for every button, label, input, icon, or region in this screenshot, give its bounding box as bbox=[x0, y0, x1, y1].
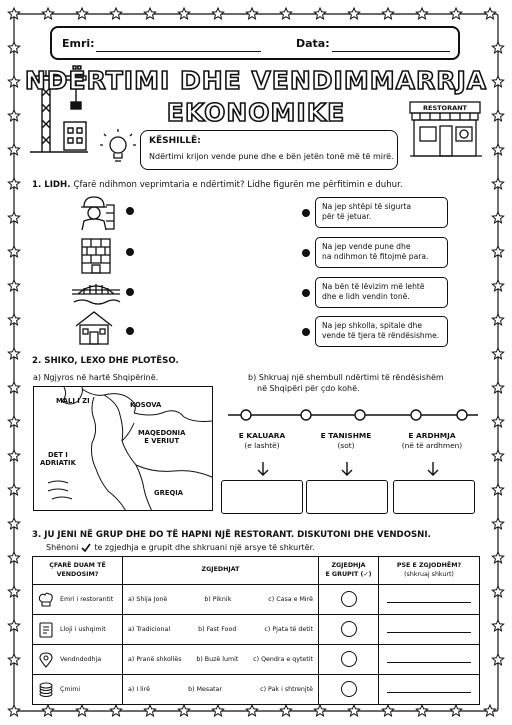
map-label-deti bbox=[40, 451, 76, 468]
name-label: Emri: bbox=[62, 37, 95, 50]
group-choice-circle[interactable] bbox=[341, 621, 357, 637]
match-dot-left-1[interactable] bbox=[126, 207, 134, 215]
col-header-group-1: ZGJEDHJA bbox=[331, 562, 366, 570]
restaurant-icon bbox=[408, 100, 484, 160]
definition-box-2 bbox=[315, 237, 448, 268]
star-decoration bbox=[484, 705, 495, 716]
star-decoration bbox=[8, 705, 19, 716]
match-dot-right-3[interactable] bbox=[302, 289, 310, 297]
row-label: Vendndodhja bbox=[60, 656, 102, 663]
timeline-answer-past[interactable] bbox=[221, 480, 303, 514]
group-choice-circle[interactable] bbox=[341, 681, 357, 697]
date-label: Data: bbox=[296, 37, 330, 50]
star-decoration bbox=[8, 518, 19, 529]
star-decoration bbox=[450, 705, 461, 716]
star-decoration bbox=[492, 42, 503, 53]
section3-instruction-a: Shënoni bbox=[46, 543, 79, 552]
section3-instruction-b: te zgjedhja e grupit dhe shkruani një arsye të shkurtër. bbox=[94, 543, 315, 552]
arrow-down-icon bbox=[257, 461, 269, 477]
star-decoration bbox=[8, 246, 19, 257]
star-decoration bbox=[212, 705, 223, 716]
table-row bbox=[33, 645, 480, 675]
name-date-box bbox=[50, 26, 460, 60]
definition-box-4 bbox=[315, 316, 448, 347]
definition-2-line2: na ndihmon të fitojmë para. bbox=[322, 252, 429, 262]
coins-icon bbox=[38, 682, 54, 698]
star-decoration bbox=[76, 8, 87, 19]
section2-part-a: a) Ngjyros në hartë Shqipërinë. bbox=[33, 373, 159, 382]
definition-3-line2: dhe e lidh vendin tonë. bbox=[322, 292, 410, 302]
section3-number: 3. bbox=[32, 530, 42, 540]
col-header-why bbox=[379, 557, 480, 585]
menu-icon bbox=[38, 622, 54, 638]
bridge-icon bbox=[70, 276, 122, 308]
timeline-present-label: E TANISHME bbox=[320, 431, 372, 440]
star-decoration bbox=[314, 8, 325, 19]
star-decoration bbox=[8, 178, 19, 189]
star-decoration bbox=[8, 620, 19, 631]
star-decoration bbox=[492, 620, 503, 631]
col-header-choices: ZGJEDHJAT bbox=[123, 557, 319, 585]
section2-label: SHIKO, LEXO DHE PLOTËSO. bbox=[44, 356, 179, 366]
star-decoration bbox=[8, 654, 19, 665]
chef-hat-icon bbox=[38, 592, 54, 608]
choice-b: b) Buzë lumit bbox=[196, 656, 239, 663]
definition-2-line1: Na jep vende pune dhe bbox=[322, 242, 411, 251]
col-header-group bbox=[319, 557, 379, 585]
star-decoration bbox=[212, 8, 223, 19]
section3-heading bbox=[32, 530, 431, 540]
location-pin-icon bbox=[38, 652, 54, 668]
star-decoration bbox=[42, 8, 53, 19]
timeline-present bbox=[306, 431, 386, 451]
choice-c: c) Pjata të detit bbox=[264, 626, 313, 633]
map-label-maqedonia bbox=[138, 429, 185, 446]
match-dot-left-2[interactable] bbox=[126, 248, 134, 256]
star-decoration bbox=[382, 8, 393, 19]
star-decoration bbox=[492, 178, 503, 189]
star-decoration bbox=[492, 246, 503, 257]
star-decoration bbox=[484, 8, 495, 19]
definition-box-3 bbox=[315, 277, 448, 308]
star-decoration bbox=[492, 348, 503, 359]
reason-line[interactable] bbox=[387, 662, 471, 663]
star-decoration bbox=[492, 382, 503, 393]
table-row bbox=[33, 615, 480, 645]
star-decoration bbox=[492, 144, 503, 155]
row-label: Lloji i ushqimit bbox=[60, 626, 106, 633]
star-decoration bbox=[492, 552, 503, 563]
star-decoration bbox=[8, 450, 19, 461]
definition-1-line1: Na jep shtëpi të sigurta bbox=[322, 202, 412, 211]
match-dot-left-4[interactable] bbox=[126, 327, 134, 335]
star-decoration bbox=[8, 8, 19, 19]
choice-a: a) Pranë shkollës bbox=[128, 656, 182, 663]
star-decoration bbox=[492, 416, 503, 427]
row-label: Emri i restorantit bbox=[60, 596, 114, 603]
star-decoration bbox=[178, 705, 189, 716]
star-decoration bbox=[348, 705, 359, 716]
reason-line[interactable] bbox=[387, 632, 471, 633]
definition-3-line1: Na bën të lëvizim më lehtë bbox=[322, 282, 425, 291]
star-decoration bbox=[280, 705, 291, 716]
map-label-deti-2: ADRIATIK bbox=[40, 459, 76, 468]
col-header-what: ÇFARË DUAM TË VENDOSIM? bbox=[33, 557, 123, 585]
timeline bbox=[226, 404, 482, 426]
group-choice-circle[interactable] bbox=[341, 591, 357, 607]
restaurant-sign: RESTORANT bbox=[423, 104, 467, 112]
table-header-row bbox=[33, 557, 480, 585]
map-label-deti-1: DET I bbox=[48, 451, 68, 459]
star-decoration bbox=[416, 705, 427, 716]
map-label-maqedonia-2: E VERIUT bbox=[144, 437, 180, 446]
map-label-maqedonia-1: MAQEDONIA bbox=[138, 429, 186, 437]
restaurant-decision-table bbox=[32, 556, 480, 705]
reason-line[interactable] bbox=[387, 602, 471, 603]
timeline-future-label: E ARDHMJA bbox=[408, 431, 456, 440]
star-decoration bbox=[416, 8, 427, 19]
timeline-answer-future[interactable] bbox=[393, 480, 475, 514]
choice-b: b) Fast Food bbox=[198, 626, 237, 633]
arrow-down-icon bbox=[341, 461, 353, 477]
reason-line[interactable] bbox=[387, 692, 471, 693]
tip-heading: KËSHILLË: bbox=[149, 136, 201, 146]
section3-label: JU JENI NË GRUP DHE DO TË HAPNI NJË RESTORANT. DISKUTONI DHE VENDOSNI. bbox=[44, 530, 431, 540]
timeline-answer-present[interactable] bbox=[306, 480, 388, 514]
star-decoration bbox=[8, 552, 19, 563]
timeline-past-sub: (e lashtë) bbox=[244, 440, 280, 450]
star-decoration bbox=[110, 8, 121, 19]
choice-a: a) Shija Jonë bbox=[128, 596, 168, 603]
star-decoration bbox=[110, 705, 121, 716]
timeline-future-sub: (në të ardhmen) bbox=[401, 440, 463, 450]
choice-a: a) I lirë bbox=[128, 686, 150, 693]
definition-4-line2: vende të tjera të rëndësishme. bbox=[322, 331, 440, 341]
match-dot-left-3[interactable] bbox=[126, 288, 134, 296]
star-decoration bbox=[280, 8, 291, 19]
star-decoration bbox=[76, 705, 87, 716]
choice-c: c) Qendra e qytetit bbox=[253, 656, 313, 663]
star-decoration bbox=[348, 8, 359, 19]
timeline-present-sub: (sot) bbox=[337, 440, 355, 450]
star-decoration bbox=[246, 8, 257, 19]
star-decoration bbox=[42, 705, 53, 716]
star-decoration bbox=[178, 8, 189, 19]
section1-instruction: Çfarë ndihmon veprimtaria e ndërtimit? Lidhe figurën me përfitimin e duhur. bbox=[73, 180, 403, 190]
timeline-future bbox=[392, 431, 472, 451]
building-icon bbox=[76, 235, 116, 275]
lightbulb-icon bbox=[100, 128, 136, 168]
choice-c: c) Pak i shtrenjtë bbox=[260, 686, 313, 693]
star-decoration bbox=[492, 654, 503, 665]
section2-number: 2. bbox=[32, 356, 42, 366]
star-decoration bbox=[492, 212, 503, 223]
section2-heading bbox=[32, 356, 179, 366]
star-decoration bbox=[8, 280, 19, 291]
checkmark-icon bbox=[81, 543, 91, 552]
map-label-greqia: GREQIA bbox=[154, 489, 184, 497]
section1-label: LIDH. bbox=[44, 180, 71, 190]
tip-box bbox=[140, 130, 398, 170]
map-outline bbox=[34, 387, 214, 512]
match-dot-right-4[interactable] bbox=[302, 328, 310, 336]
row-label: Çmimi bbox=[60, 686, 81, 693]
star-decoration bbox=[8, 586, 19, 597]
star-decoration bbox=[8, 314, 19, 325]
star-decoration bbox=[382, 705, 393, 716]
definition-4-line1: Na jep shkolla, spitale dhe bbox=[322, 321, 423, 330]
worksheet-title-line1: NDËRTIMI DHE VENDIMMARRJA bbox=[24, 66, 488, 95]
definition-1-line2: për të jetuar. bbox=[322, 212, 372, 222]
star-decoration bbox=[8, 348, 19, 359]
map-label-mali-i-zi: MALI I ZI bbox=[56, 397, 90, 405]
star-decoration bbox=[246, 705, 257, 716]
section2-part-b-line2: në Shqipëri për çdo kohë. bbox=[257, 384, 360, 393]
choice-a: a) Tradicional bbox=[128, 626, 171, 633]
star-decoration bbox=[492, 314, 503, 325]
definition-box-1 bbox=[315, 197, 448, 228]
col-header-why-2: (shkruaj shkurt) bbox=[404, 570, 454, 578]
section1-number: 1. bbox=[32, 180, 42, 190]
star-decoration bbox=[8, 416, 19, 427]
map-label-kosova: KOSOVA bbox=[130, 401, 162, 409]
star-decoration bbox=[492, 450, 503, 461]
star-decoration bbox=[450, 8, 461, 19]
builder-icon bbox=[72, 193, 116, 231]
choice-c: c) Casa e Mirë bbox=[268, 596, 313, 603]
star-decoration bbox=[8, 484, 19, 495]
house-icon bbox=[72, 308, 116, 346]
tip-text: Ndërtimi krijon vende pune dhe e bën jetën tonë më të mirë. bbox=[149, 152, 394, 161]
timeline-past-label: E KALUARA bbox=[238, 431, 286, 440]
star-decoration bbox=[492, 586, 503, 597]
date-field[interactable] bbox=[332, 51, 450, 52]
star-decoration bbox=[8, 212, 19, 223]
choice-b: b) Piknik bbox=[204, 596, 232, 603]
choice-b: b) Mesatar bbox=[188, 686, 222, 693]
star-decoration bbox=[492, 280, 503, 291]
timeline-past bbox=[222, 431, 302, 451]
match-dot-right-2[interactable] bbox=[302, 249, 310, 257]
star-decoration bbox=[492, 518, 503, 529]
star-decoration bbox=[144, 8, 155, 19]
group-choice-circle[interactable] bbox=[341, 651, 357, 667]
star-decoration bbox=[314, 705, 325, 716]
col-header-group-2: E GRUPIT (✓) bbox=[325, 570, 372, 578]
star-decoration bbox=[144, 705, 155, 716]
match-dot-right-1[interactable] bbox=[302, 209, 310, 217]
section2-part-b-line1: b) Shkruaj një shembull ndërtimi të rëndësishëm bbox=[248, 373, 444, 382]
star-decoration bbox=[8, 42, 19, 53]
col-header-why-1: PSE E ZGJODHËM? bbox=[396, 562, 462, 570]
star-decoration bbox=[492, 484, 503, 495]
arrow-down-icon bbox=[427, 461, 439, 477]
name-field[interactable] bbox=[96, 51, 261, 52]
section1-heading bbox=[32, 180, 403, 190]
table-row bbox=[33, 675, 480, 705]
table-row bbox=[33, 585, 480, 615]
star-decoration bbox=[8, 144, 19, 155]
section3-instruction bbox=[46, 543, 315, 552]
star-decoration bbox=[8, 382, 19, 393]
albania-map[interactable] bbox=[33, 386, 213, 511]
worksheet-title-line2: EKONOMIKE bbox=[166, 98, 346, 127]
